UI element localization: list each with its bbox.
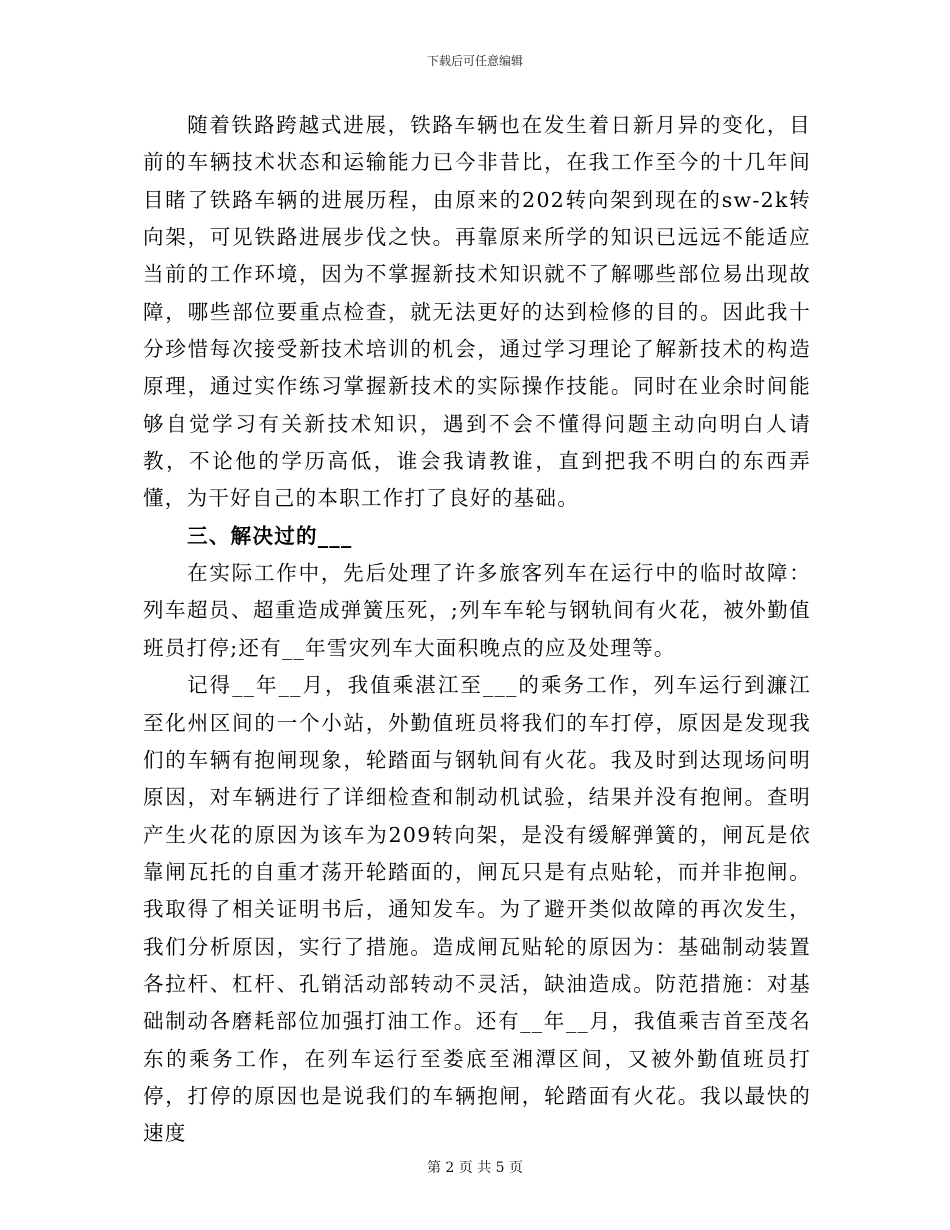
page-number: 第 2 页 共 5 页: [426, 1160, 524, 1176]
document-body: [143, 107, 811, 1153]
paragraph-brake-incident: 记得__年__月，我值乘湛江至___的乘务工作，列车运行到濂江至化州区间的一个小站，外勤值班员将我们的车打停，原因是发现我们的车辆有抱闸现象，轮踏面与钢轨间有火花。我及时到达现场问明原因，对车辆进行了详细检查和制动机试验，结果并没有抱闸。查明产生火花的原因为该车为209转向架，是没有缓解弹簧的，闸瓦是依靠闸瓦托的自重才荡开轮踏面的，闸瓦只是有点贴轮，而并非抱闸。我取得了相关证明书后，通知发车。为了避开类似故障的再次发生，我们分析原因，实行了措施。造成闸瓦贴轮的原因为：基础制动装置各拉杆、杠杆、孔销活动部转动不灵活，缺油造成。防范措施：对基础制动各磨耗部位加强打油工作。还有__年__月，我值乘吉首至茂名东的乘务工作，在列车运行至娄底至湘潭区间，又被外勤值班员打停，打停的原因也是说我们的车辆抱闸，轮踏面有火花。我以最快的速度: [143, 673, 811, 1146]
page-header-note: 下载后可任意编辑: [426, 54, 523, 68]
section-heading-solved-issues: 三、解决过的___: [187, 523, 353, 548]
paragraph-temporary-faults: 在实际工作中，先后处理了许多旅客列车在运行中的临时故障：列车超员、超重造成弹簧压死，;列车车轮与钢轨间有火花，被外勤值班员打停;还有__年雪灾列车大面积晚点的应及处理等。: [143, 561, 811, 660]
paragraph-technical-learning: 随着铁路跨越式进展，铁路车辆也在发生着日新月异的变化，目前的车辆技术状态和运输能力已今非昔比，在我工作至今的十几年间目睹了铁路车辆的进展历程，由原来的202转向架到现在的sw-2k转向架，可见铁路进展步伐之快。再靠原来所学的知识已远远不能适应当前的工作环境，因为不掌握新技术知识就不了解哪些部位易出现故障，哪些部位要重点检查，就无法更好的达到检修的目的。因此我十分珍惜每次接受新技术培训的机会，通过学习理论了解新技术的构造原理，通过实作练习掌握新技术的实际操作技能。同时在业余时间能够自觉学习有关新技术知识，遇到不会不懂得问题主动向明白人请教，不论他的学历高低，谁会我请教谁，直到把我不明白的东西弄懂，为干好自己的本职工作打了良好的基础。: [143, 113, 811, 511]
